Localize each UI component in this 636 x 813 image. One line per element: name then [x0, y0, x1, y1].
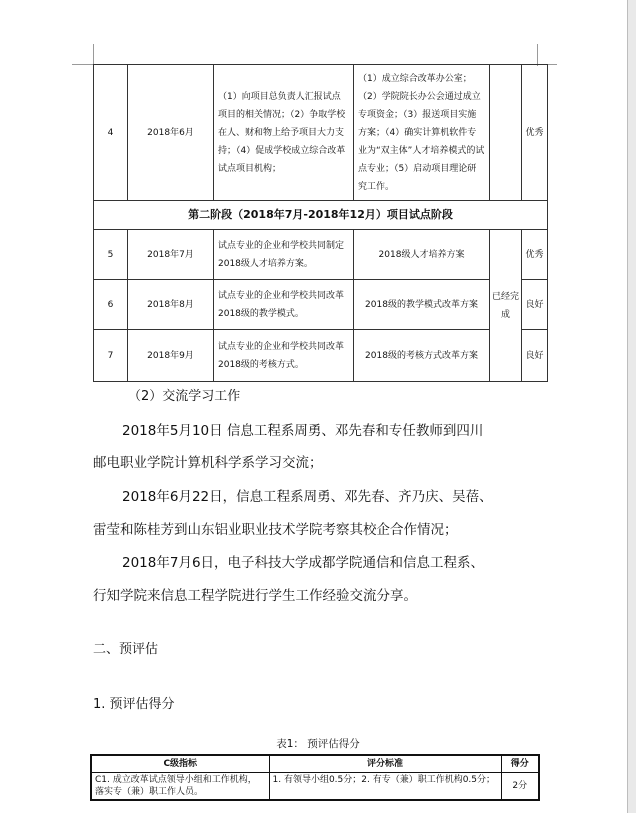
- row-status: [490, 65, 522, 201]
- exchange-p3-line1: 2018年7月6日，电子科技大学成都学院通信和信息工程系、: [122, 555, 485, 571]
- indicator-cell: C1. 成立改革试点领导小组和工作机构，落实专（兼）职工作人员。: [91, 773, 269, 801]
- table-header-row: [91, 755, 539, 773]
- row-number: 6: [94, 280, 128, 330]
- row-grade: 良好: [522, 330, 548, 382]
- exchange-p1-line2: 邮电职业学院计算机科学系学习交流；: [93, 455, 323, 471]
- exchange-p2-line1: 2018年6月22日，信息工程系周勇、邓先春、齐乃庆、吴蓓、: [122, 489, 493, 505]
- section-title: 二、预评估: [93, 642, 159, 657]
- phase2-title: 第二阶段（2018年7月-2018年12月）项目试点阶段: [94, 201, 548, 230]
- row-number: 5: [94, 230, 128, 280]
- header-score: 得分: [501, 755, 539, 773]
- row-result: （1）成立综合改革办公室；（2）学院院长办公会通过成立专项资金；（3）报送项目实施方案；（4）确实计算机软件专业为“双主体”人才培养模式的试点专业；（5）启动项目理论研究工作。: [354, 65, 490, 201]
- row-result: 2018级的考核方式改革方案: [354, 330, 490, 382]
- table-row: [94, 65, 548, 201]
- crop-mark: [537, 44, 538, 66]
- phase-row: [94, 201, 548, 230]
- row-result: 2018级人才培养方案: [354, 230, 490, 280]
- progress-table: [93, 64, 548, 382]
- row-date: 2018年8月: [128, 280, 214, 330]
- criteria-cell: 1. 有领导小组0.5分；2. 有专（兼）职工作机构0.5分；: [269, 773, 501, 801]
- row-date: 2018年9月: [128, 330, 214, 382]
- table-row: [94, 330, 548, 382]
- row-content: 试点专业的企业和学校共同改革2018级的教学模式。: [214, 280, 354, 330]
- crop-mark: [93, 44, 94, 66]
- score-cell: 2分: [501, 773, 539, 801]
- phase2-status: 已经完成: [490, 230, 522, 382]
- row-number: 4: [94, 65, 128, 201]
- row-grade: 优秀: [522, 230, 548, 280]
- crop-mark: [72, 64, 94, 65]
- subsection-title: 1. 预评估得分: [93, 697, 175, 712]
- header-criteria: 评分标准: [269, 755, 501, 773]
- table-row: [94, 230, 548, 280]
- row-date: 2018年6月: [128, 65, 214, 201]
- row-content: 试点专业的企业和学校共同制定2018级人才培养方案。: [214, 230, 354, 280]
- row-grade: 良好: [522, 280, 548, 330]
- exchange-p3-line2: 行知学院来信息工程学院进行学生工作经验交流分享。: [93, 588, 417, 604]
- table-row: [94, 280, 548, 330]
- row-result: 2018级的教学模式改革方案: [354, 280, 490, 330]
- row-grade: 优秀: [522, 65, 548, 201]
- table-caption: 表1： 预评估得分: [276, 738, 360, 750]
- header-indicator: C级指标: [91, 755, 269, 773]
- row-date: 2018年7月: [128, 230, 214, 280]
- exchange-p1-line1: 2018年5月10日 信息工程系周勇、邓先春和专任教师到四川: [122, 423, 484, 439]
- row-content: 试点专业的企业和学校共同改革2018级的考核方式。: [214, 330, 354, 382]
- row-number: 7: [94, 330, 128, 382]
- exchange-heading: （2）交流学习工作: [128, 389, 241, 404]
- row-content: （1）向项目总负责人汇报试点项目的相关情况；（2）争取学校在人、财和物上给予项目大力支持；（4）促成学校成立综合改革试点项目机构；: [214, 65, 354, 201]
- table-row: [91, 773, 539, 801]
- pre-evaluation-table: [90, 754, 540, 801]
- exchange-p2-line2: 雷莹和陈桂芳到山东铝业职业技术学院考察其校企合作情况；: [93, 522, 458, 538]
